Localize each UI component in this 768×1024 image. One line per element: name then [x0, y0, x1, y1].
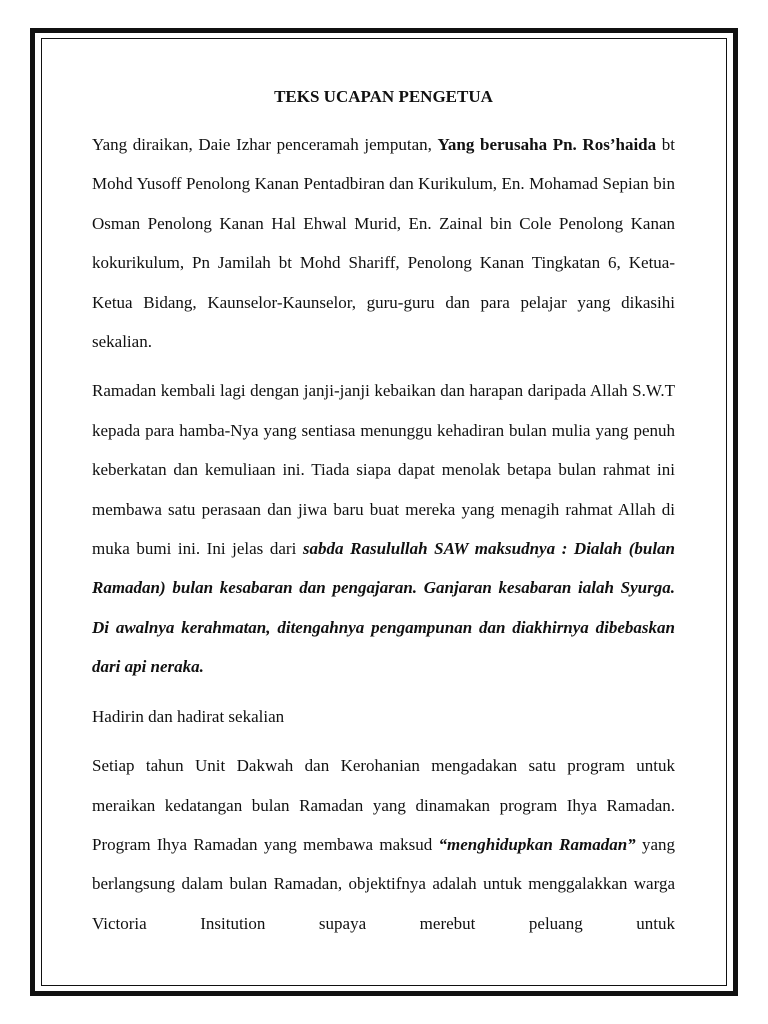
hadith-quote: sabda Rasulullah SAW maksudnya : Dialah (bulan Ramadan) bulan kesabaran dan pengajaran. Ganjaran kesabaran ialah Syurga. Di awalnya kerahmatan, ditengahnya pengampunan dan diakhirnya dibebaskan dari api neraka.	[92, 539, 675, 677]
paragraph-program	[92, 746, 675, 943]
paragraph-ramadan	[92, 371, 675, 686]
salutation-text: Yang diraikan, Daie Izhar penceramah jemputan,	[92, 135, 438, 154]
salutation-name-emphasis: Yang berusaha Pn. Ros’haida	[437, 135, 657, 154]
salutation-text-rest: bt Mohd Yusoff Penolong Kanan Pentadbiran dan Kurikulum, En. Mohamad Sepian bin Osman Penolong Kanan Hal Ehwal Murid, En. Zainal bin Cole Penolong Kanan kokurikulum, Pn Jamilah bt Mohd Shariff, Penolong Kanan Tingkatan 6, Ketua-Ketua Bidang, Kaunselor-Kaunselor, guru-guru dan para pelajar yang dikasihi sekalian.	[92, 135, 675, 352]
paragraph-greeting: Hadirin dan hadirat sekalian	[92, 706, 285, 726]
program-text: Setiap tahun Unit Dakwah dan Kerohanian mengadakan satu program untuk meraikan kedatangan bulan Ramadan yang dinamakan program Ihya Ramadan. Program Ihya Ramadan yang membawa maksud	[92, 756, 675, 854]
program-meaning-quote: “menghidupkan Ramadan”	[438, 834, 636, 854]
paragraph-salutation	[92, 125, 675, 361]
document-title: TEKS UCAPAN PENGETUA	[274, 87, 493, 106]
program-text-rest: yang berlangsung dalam bulan Ramadan, objektifnya adalah untuk menggalakkan warga Victoria Insitution supaya merebut peluang untuk	[92, 834, 675, 933]
document-body	[92, 86, 675, 943]
ramadan-text: Ramadan kembali lagi dengan janji-janji kebaikan dan harapan daripada Allah S.W.T kepada para hamba-Nya yang sentiasa menunggu kehadiran bulan mulia yang penuh keberkatan dan kemuliaan ini. Tiada siapa dapat menolak betapa bulan rahmat ini membawa satu perasaan dan jiwa baru buat mereka yang menagih rahmat Allah di muka bumi ini. Ini jelas dari	[92, 381, 675, 559]
